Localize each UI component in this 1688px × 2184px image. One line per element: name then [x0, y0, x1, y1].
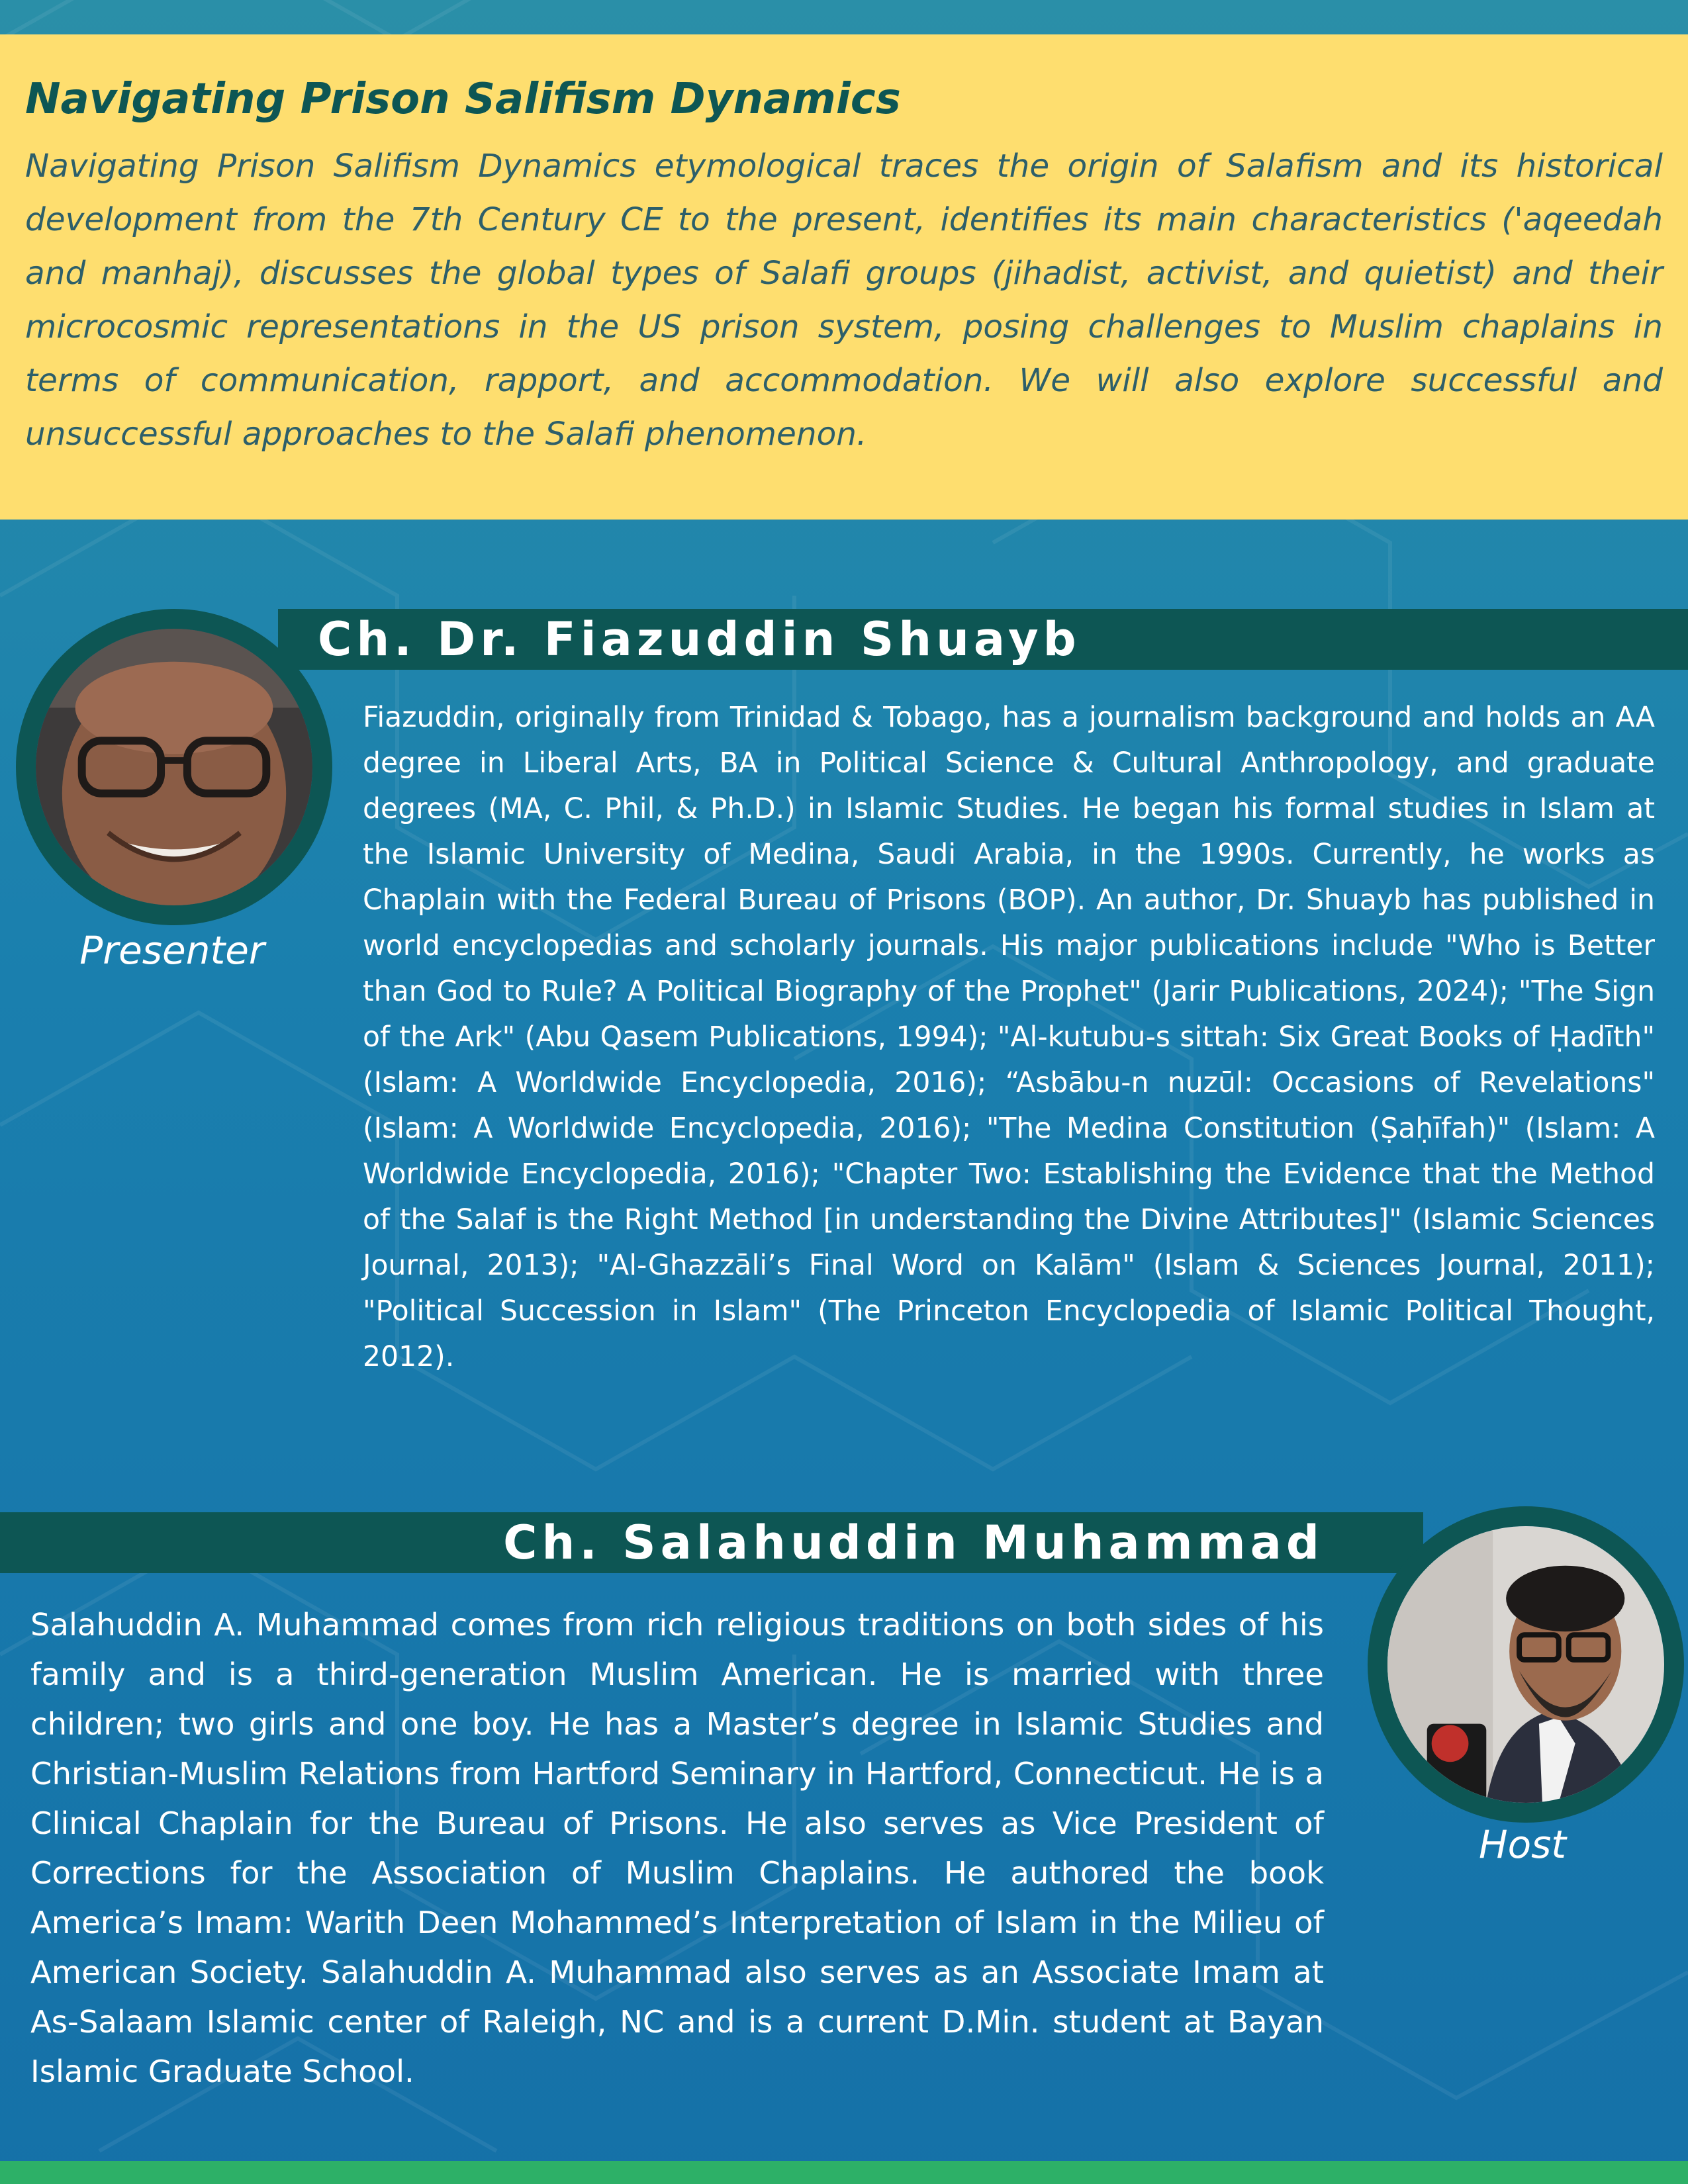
host-role-label: Host	[1478, 1822, 1567, 1867]
session-intro	[0, 34, 1688, 520]
host-bio: Salahuddin A. Muhammad comes from rich religious traditions on both sides of his family and is a third-generation Muslim American. He is married with three children; two girls and one boy. He has a Master’s degree in Islamic Studies and Christian-Muslim Relations from Hartford Seminary in Hartford, Connecticut. He is a Clinical Chaplain for the Bureau of Prisons. He also serves as Vice President of Corrections for the Association of Muslim Chaplains. He authored the book America’s Imam: Warith Deen Mohammed’s Interpretation of Islam in the Milieu of American Society. Salahuddin A. Muhammad also serves as an Associate Imam at As-Salaam Islamic center of Raleigh, NC and is a current D.Min. student at Bayan Islamic Graduate School.	[30, 1607, 1324, 2089]
session-description: Navigating Prison Salifism Dynamics etymological traces the origin of Salafism and its historical development from the 7th Century CE to the present, identifies its main characteristics ('aqeedah and manhaj), discusses the global types of Salafi groups (jihadist, activist, and quietist) and their microcosmic representations in the US prison system, posing challenges to Muslim chaplains in terms of communication, rapport, and accommodation. We will also explore successful and unsuccessful approaches to the Salafi phenomenon.	[25, 147, 1663, 453]
presenter-name: Ch. Dr. Fiazuddin Shuayb	[278, 609, 1688, 670]
bottom-accent-band	[0, 2161, 1688, 2184]
top-band	[0, 0, 1688, 34]
session-title: Navigating Prison Salifism Dynamics	[25, 75, 901, 124]
host-name: Ch. Salahuddin Muhammad	[0, 1512, 1423, 1573]
presenter-role-label: Presenter	[79, 928, 265, 973]
host-photo	[1368, 1506, 1684, 1823]
presenter-bio: Fiazuddin, originally from Trinidad & Tobago, has a journalism background and holds an AA degree in Liberal Arts, BA in Political Science & Cultural Anthropology, and graduate degrees (MA, C. Phil, & Ph.D.) in Islamic Studies. He began his formal studies in Islam at the Islamic University of Medina, Saudi Arabia, in the 1990s. Currently, he works as Chaplain with the Federal Bureau of Prisons (BOP). An author, Dr. Shuayb has published in world encyclopedias and scholarly journals. His major publications include "Who is Better than God to Rule? A Political Biography of the Prophet" (Jarir Publications, 2024); "The Sign of the Ark" (Abu Qasem Publications, 1994); "Al-kutubu-s sittah: Six Great Books of Ḥadīth" (Islam: A Worldwide Encyclopedia, 2016); “Asbābu-n nuzūl: Occasions of Revelations" (Islam: A Worldwide Encyclopedia, 2016); "The Medina Constitution (Ṣaḥīfah)" (Islam: A Worldwide Encyclopedia, 2016); "Chapter Two: Establishing the Evidence that the Method of the Salaf is the Right Method [in understanding the Divine Attributes]" (Islamic Sciences Journal, 2013); "Al-Ghazzāli’s Final Word on Kalām" (Islam & Sciences Journal, 2011); "Political Succession in Islam" (The Princeton Encyclopedia of Islamic Political Thought, 2012).	[363, 702, 1655, 1373]
